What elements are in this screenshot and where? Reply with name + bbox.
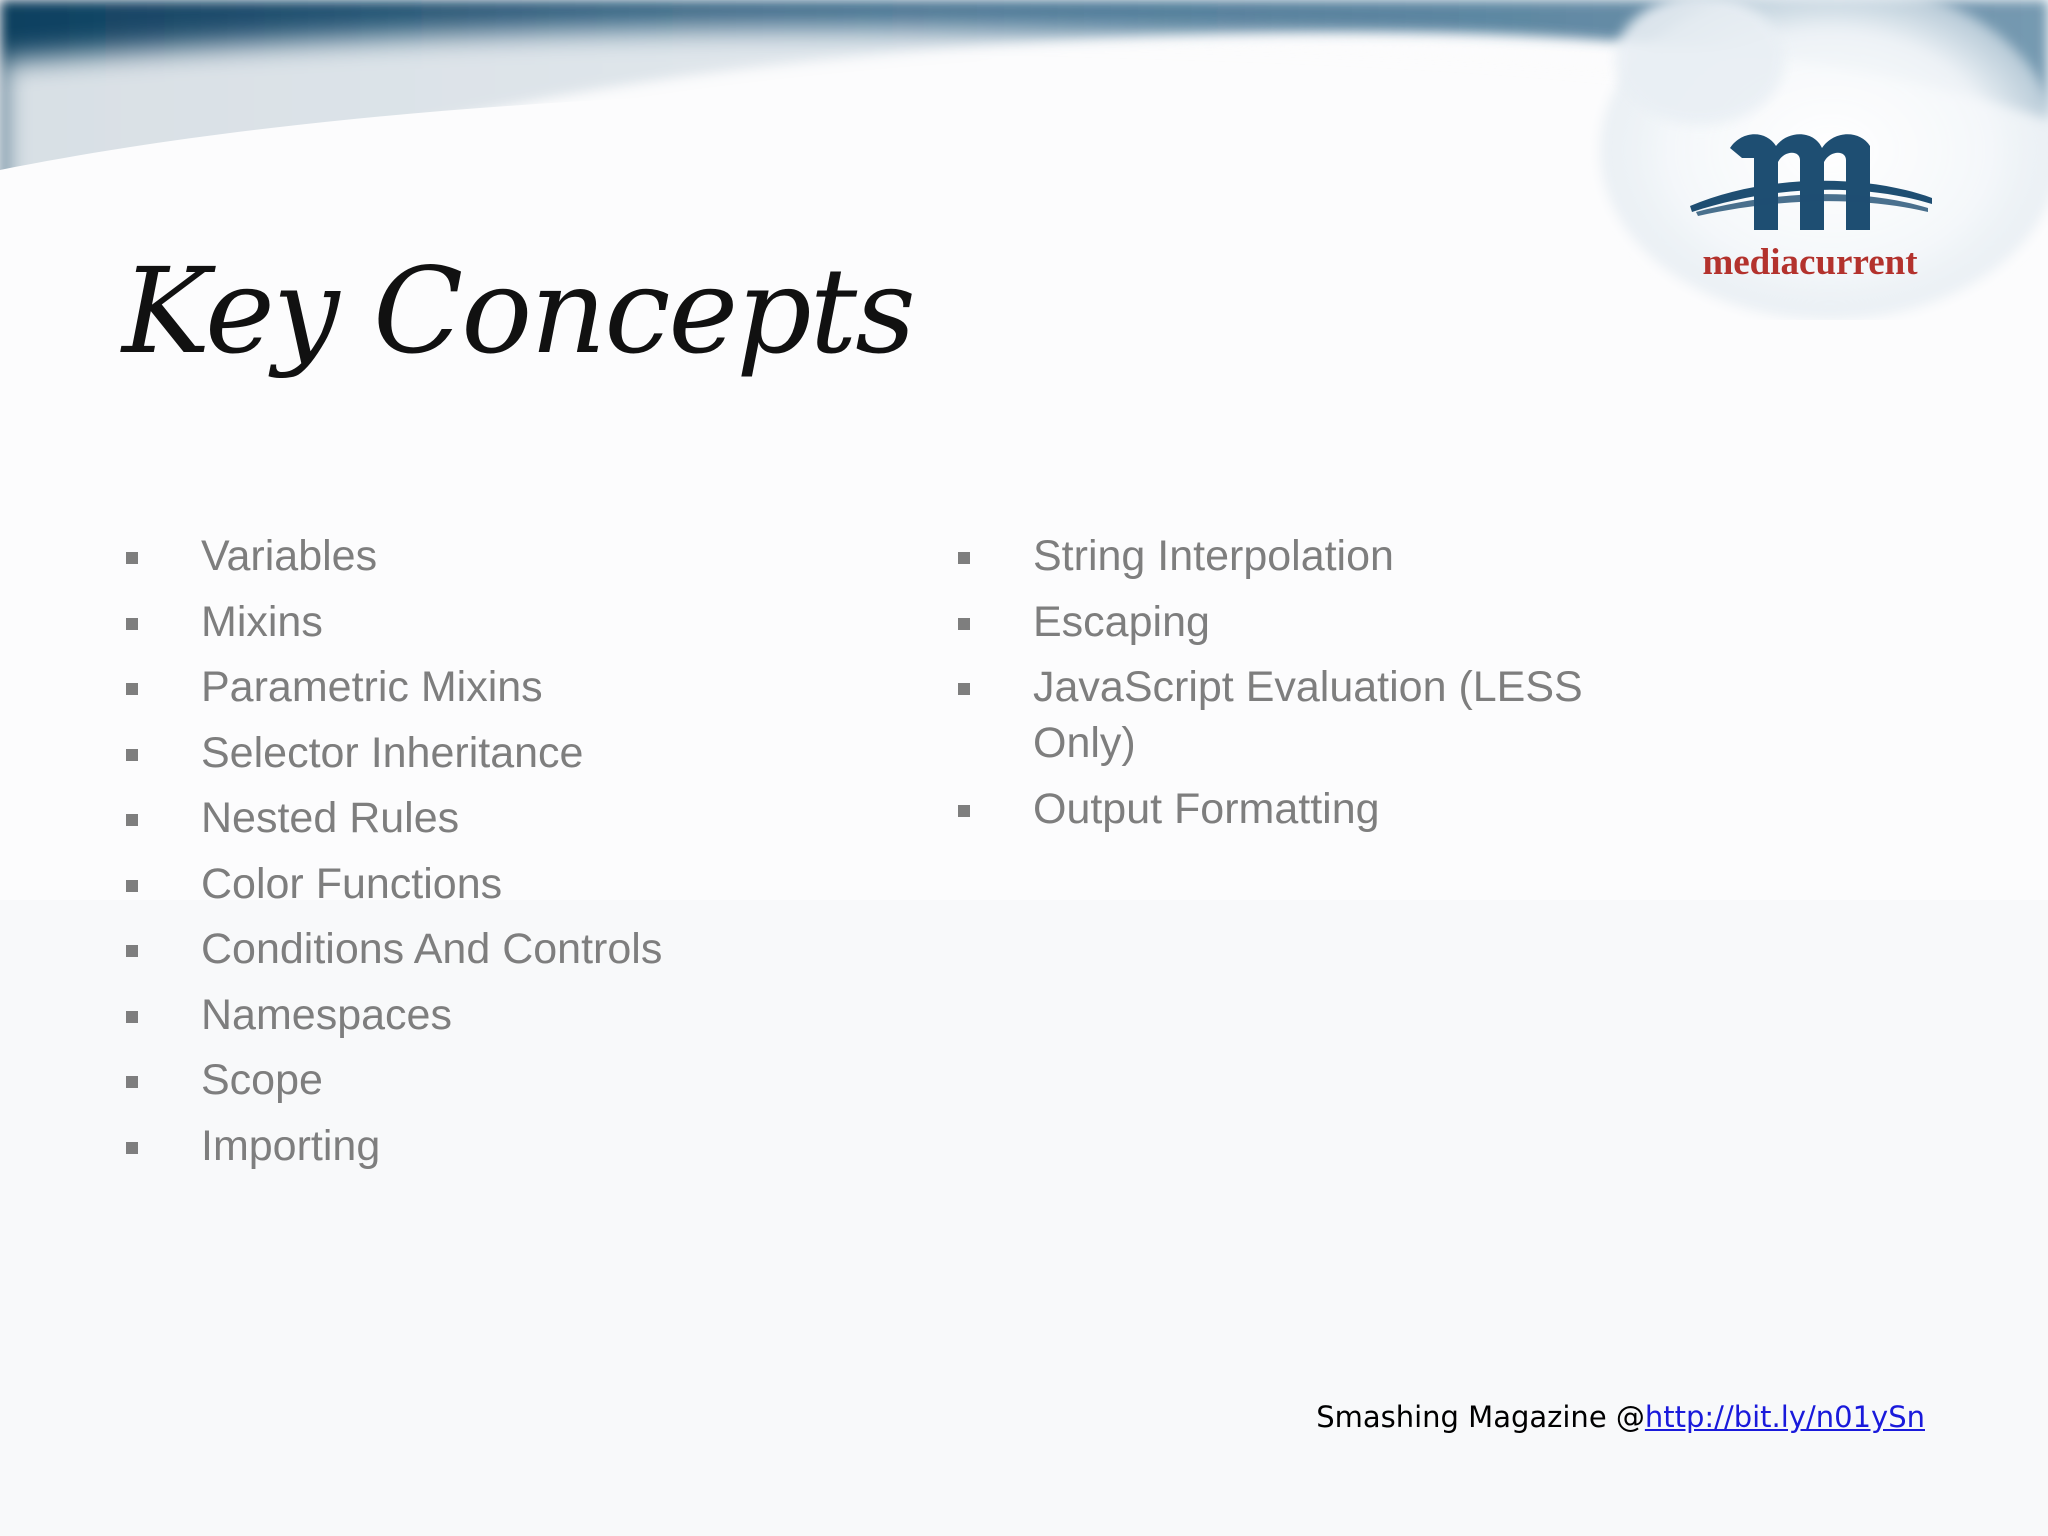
list-item-text: JavaScript Evaluation (LESS Only) — [1033, 663, 1583, 767]
list-item-text: Color Functions — [201, 859, 503, 908]
square-bullet-icon — [126, 1076, 138, 1088]
square-bullet-icon — [126, 945, 138, 957]
list-item-text: Parametric Mixins — [201, 663, 543, 711]
mediacurrent-logo — [1680, 120, 1940, 290]
square-bullet-icon — [126, 552, 138, 564]
footer-credit-link[interactable]: http://bit.ly/n01ySn — [1644, 1400, 1925, 1434]
list-item — [124, 987, 824, 1043]
list-item — [956, 594, 1676, 650]
mediacurrent-m-logo-icon — [1680, 120, 1940, 240]
list-item-text: Namespaces — [201, 990, 452, 1039]
list-item-text: Nested Rules — [201, 794, 460, 842]
list-item — [124, 528, 824, 584]
bullet-list-left — [124, 528, 824, 1183]
list-item-text: Conditions And Controls — [201, 925, 663, 973]
square-bullet-icon — [126, 749, 138, 761]
square-bullet-icon — [126, 1142, 138, 1154]
square-bullet-icon — [126, 618, 138, 630]
list-item-text: Escaping — [1033, 597, 1210, 646]
square-bullet-icon — [958, 552, 970, 564]
list-item — [124, 725, 824, 781]
list-item — [956, 781, 1676, 837]
list-item-text: Importing — [201, 1121, 381, 1170]
list-item-text: Variables — [201, 532, 378, 580]
list-item-text: Selector Inheritance — [201, 728, 584, 777]
square-bullet-icon — [126, 683, 138, 695]
slide-title: Key Concepts — [122, 242, 914, 380]
list-item-text: String Interpolation — [1033, 532, 1394, 580]
logo-brand-text: mediacurrent — [1702, 242, 1918, 283]
square-bullet-icon — [126, 880, 138, 892]
square-bullet-icon — [958, 683, 970, 695]
square-bullet-icon — [958, 618, 970, 630]
list-item — [956, 659, 1676, 771]
footer-credit-prefix: Smashing Magazine @ — [1316, 1400, 1645, 1434]
bullet-list-right — [956, 528, 1676, 846]
list-item — [124, 856, 824, 912]
list-item — [124, 659, 824, 715]
list-item — [124, 790, 824, 846]
list-item-text: Output Formatting — [1033, 784, 1380, 833]
list-item-text: Mixins — [201, 597, 323, 646]
list-item — [124, 1052, 824, 1108]
list-item — [124, 594, 824, 650]
list-item — [956, 528, 1676, 584]
list-item — [124, 921, 824, 977]
square-bullet-icon — [958, 805, 970, 817]
square-bullet-icon — [126, 1011, 138, 1023]
list-item — [124, 1118, 824, 1174]
square-bullet-icon — [126, 814, 138, 826]
footer-credit — [1316, 1400, 1925, 1434]
list-item-text: Scope — [201, 1056, 323, 1104]
